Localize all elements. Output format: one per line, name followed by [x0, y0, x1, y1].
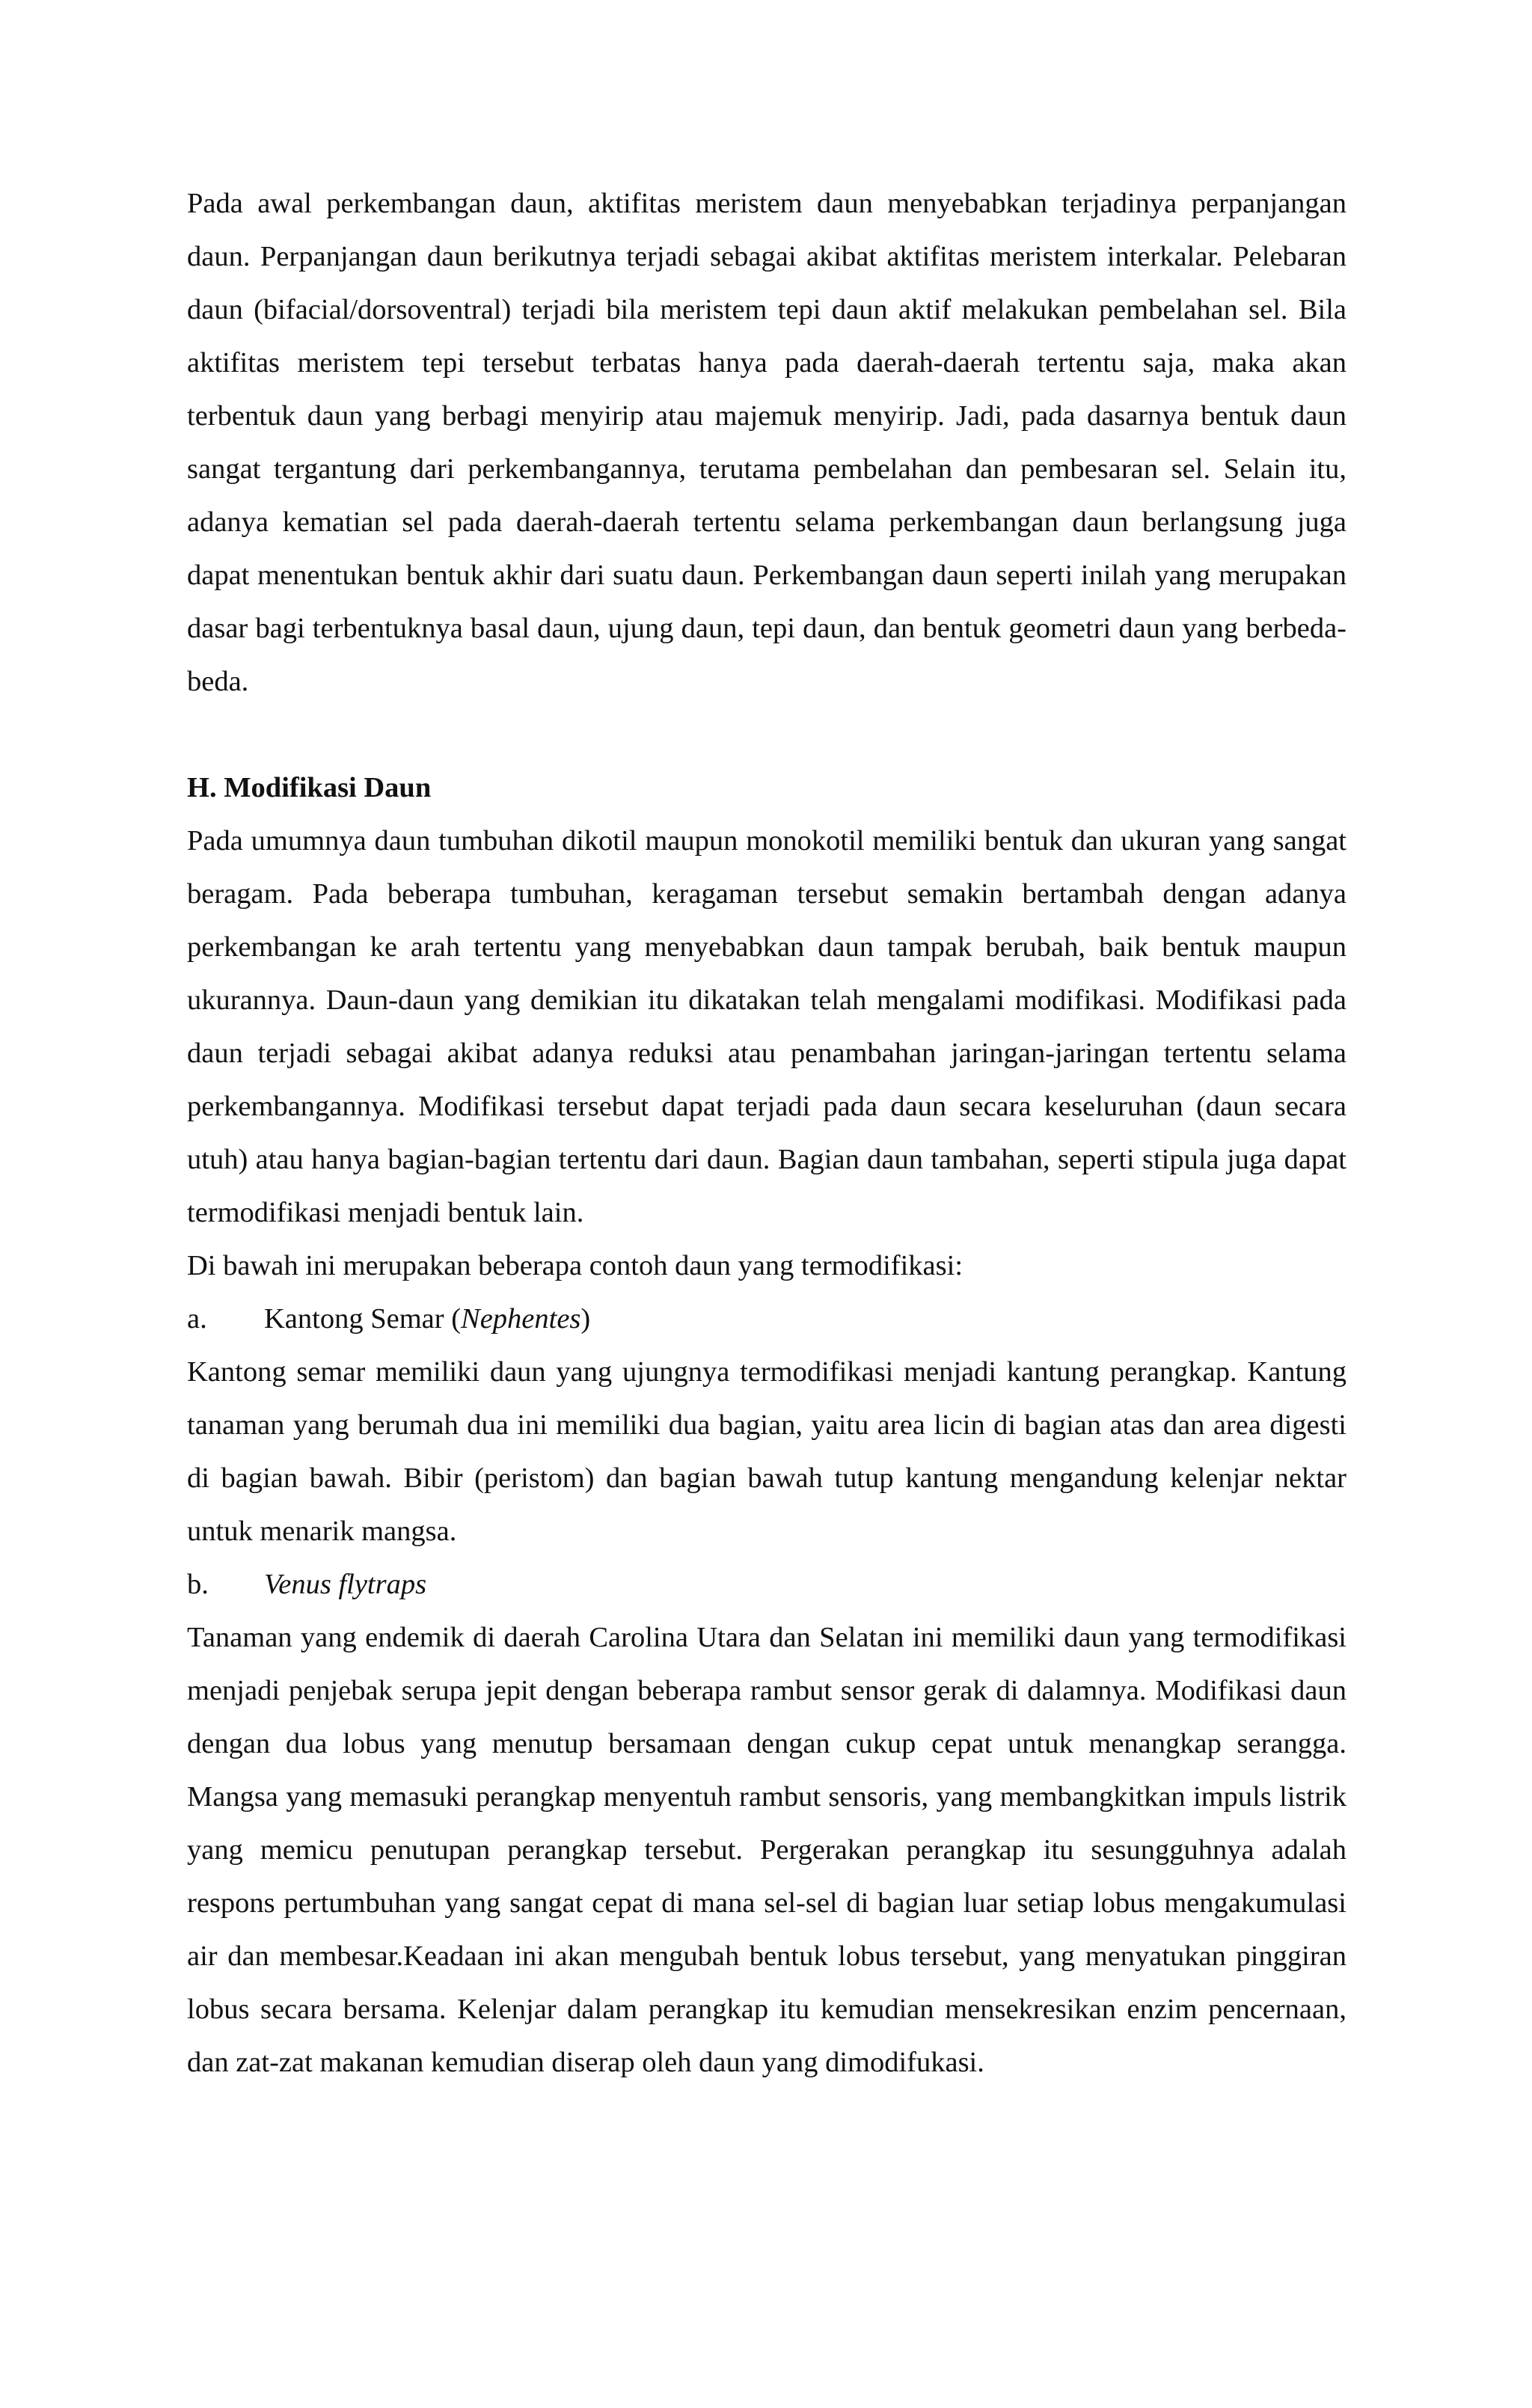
list-item-b	[187, 1558, 1346, 1611]
paragraph-leaf-modification: Pada umumnya daun tumbuhan dikotil maupun monokotil memiliki bentuk dan ukuran yang sangat beragam. Pada beberapa tumbuhan, keragaman tersebut semakin bertambah dengan adanya perkembangan ke arah tertentu yang menyebabkan daun tampak berubah, baik bentuk maupun ukurannya. Daun-daun yang demikian itu dikatakan telah mengalami modifikasi. Modifikasi pada daun terjadi sebagai akibat adanya reduksi atau penambahan jaringan-jaringan tertentu selama perkembangannya. Modifikasi tersebut dapat terjadi pada daun secara keseluruhan (daun secara utuh) atau hanya bagian-bagian tertentu dari daun. Bagian daun tambahan, seperti stipula juga dapat termodifikasi menjadi bentuk lain.	[187, 825, 1346, 1228]
section-heading: H. Modifikasi Daun	[187, 772, 432, 803]
paragraph-kantong-semar: Kantong semar memiliki daun yang ujungnya termodifikasi menjadi kantung perangkap. Kantung tanaman yang berumah dua ini memiliki dua bagian, yaitu area licin di bagian atas dan area digesti di bagian bawah. Bibir (peristom) dan bagian bawah tutup kantung mengandung kelenjar nektar untuk menarik mangsa.	[187, 1356, 1346, 1547]
item-a-close-paren: )	[580, 1303, 591, 1335]
list-item-a-title	[264, 1293, 590, 1346]
document-body	[187, 177, 1346, 2089]
paragraph-leaf-development: Pada awal perkembangan daun, aktifitas meristem daun menyebabkan terjadinya perpanjangan daun. Perpanjangan daun berikutnya terjadi sebagai akibat aktifitas meristem interkalar. Pelebaran daun (bifacial/dorsoventral) terjadi bila meristem tepi daun aktif melakukan pembelahan sel. Bila aktifitas meristem tepi tersebut terbatas hanya pada daerah-daerah tertentu saja, maka akan terbentuk daun yang berbagi menyirip atau majemuk menyirip. Jadi, pada dasarnya bentuk daun sangat tergantung dari perkembangannya, terutama pembelahan dan pembesaran sel. Selain itu, adanya kematian sel pada daerah-daerah tertentu selama perkembangan daun berlangsung juga dapat menentukan bentuk akhir dari suatu daun. Perkembangan daun seperti inilah yang merupakan dasar bagi terbentuknya basal daun, ujung daun, tepi daun, dan bentuk geometri daun yang berbeda-beda.	[187, 188, 1346, 697]
examples-intro: Di bawah ini merupakan beberapa contoh daun yang termodifikasi:	[187, 1250, 963, 1281]
list-item-a	[187, 1293, 1346, 1346]
item-a-latin-name: Nephentes	[461, 1303, 581, 1335]
item-b-latin-name: Venus flytraps	[264, 1569, 427, 1600]
list-marker-b: b.	[187, 1569, 209, 1600]
paragraph-venus-flytraps: Tanaman yang endemik di daerah Carolina Utara dan Selatan ini memiliki daun yang termodifikasi menjadi penjebak serupa jepit dengan beberapa rambut sensor gerak di dalamnya. Modifikasi daun dengan dua lobus yang menutup bersamaan dengan cukup cepat untuk menangkap serangga. Mangsa yang memasuki perangkap menyentuh rambut sensoris, yang membangkitkan impuls listrik yang memicu penutupan perangkap tersebut. Pergerakan perangkap itu sesungguhnya adalah respons pertumbuhan yang sangat cepat di mana sel-sel di bagian luar setiap lobus mengakumulasi air dan membesar.Keadaan ini akan mengubah bentuk lobus tersebut, yang menyatukan pinggiran lobus secara bersama. Kelenjar dalam perangkap itu kemudian mensekresikan enzim pencernaan, dan zat-zat makanan kemudian diserap oleh daun yang dimodifukasi.	[187, 1622, 1346, 2078]
paragraph-spacer	[187, 708, 1346, 762]
item-a-common-name: Kantong Semar (	[264, 1303, 462, 1335]
list-marker-a: a.	[187, 1303, 207, 1335]
